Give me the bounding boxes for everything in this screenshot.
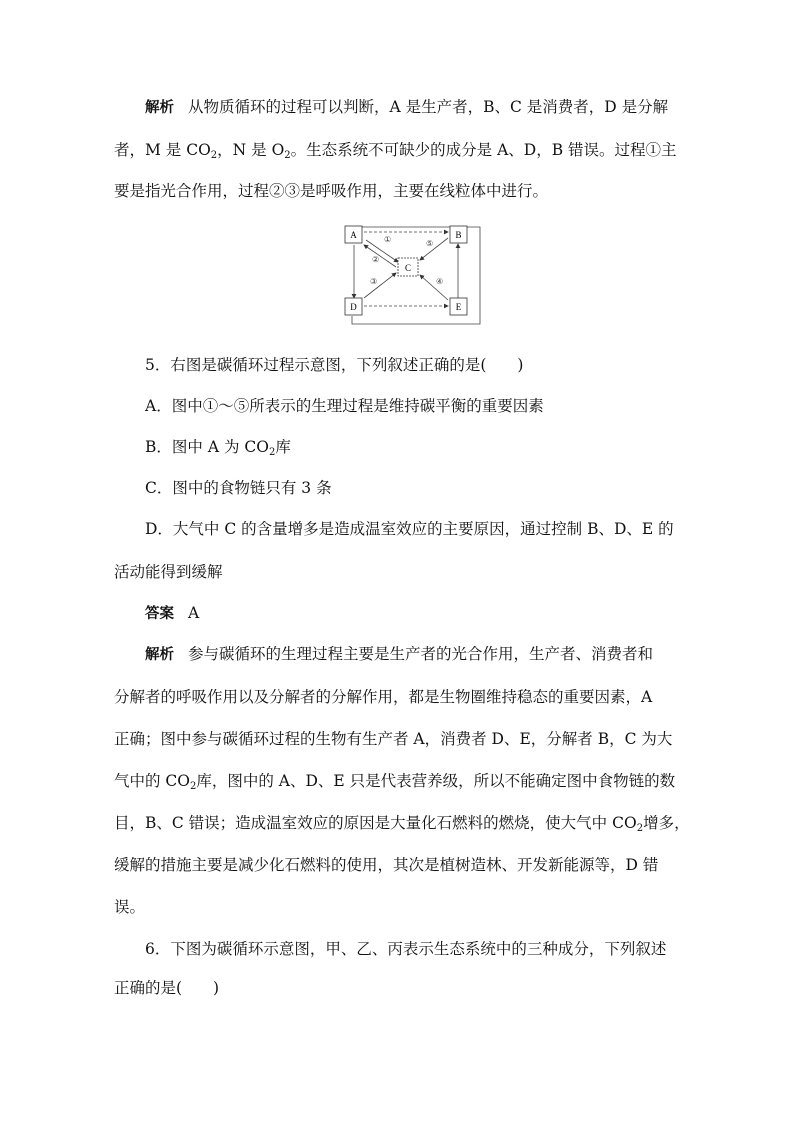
text: 库，图中的 A、D、E 只是代表营养级，所以不能确定图中食物链的数 [196,772,676,790]
analysis-2-text-1: 参与碳循环的生理过程主要是生产者的光合作用，生产者、消费者和 [188,645,654,663]
node-c-label: C [404,263,412,273]
analysis-label: 解析 [145,647,174,663]
q5-stem: 5．右图是碳循环过程示意图，下列叙述正确的是( ) [145,356,524,374]
analysis-2-line-6: 缓解的措施主要是减少化石燃料的使用，其次是植树造林、开发新能源等，D 错 [114,856,659,874]
text: 气中的 CO [114,772,190,790]
arrow-a-c [366,240,398,262]
node-a-label: A [350,230,357,240]
node-e-label: E [455,302,462,312]
node-e [450,298,467,315]
text: 者，M 是 CO [114,141,211,159]
answer-value: A [188,604,200,622]
subscript: 2 [210,150,218,161]
arrow-c-a [364,245,396,267]
subscript: 2 [268,447,276,458]
node-d [345,298,362,315]
arrow-d-c [364,273,396,298]
q6-stem-line-1: 6．下图为碳循环示意图，甲、乙、丙表示生态系统中的三种成分，下列叙述 [145,940,667,958]
answer-label: 答案 [145,606,174,622]
analysis-2-line-1 [145,644,653,665]
process-4-label: ④ [436,277,444,286]
analysis-1-line-2 [114,140,677,166]
text: 目，B、C 错误；造成温室效应的原因是大量化石燃料的燃烧，使大气中 CO [114,814,637,832]
analysis-1-line-1 [145,97,668,118]
arrow-e-c [420,275,448,300]
q5-answer [145,603,199,624]
node-b [450,226,467,243]
analysis-2-line-5 [114,813,690,839]
arrow-b-c [420,238,448,260]
analysis-2-line-2: 分解者的呼吸作用以及分解者的分解作用，都是生物圈维持稳态的重要因素，A [114,688,653,706]
analysis-1-line-3: 要是指光合作用，过程②③是呼吸作用，主要在线粒体中进行。 [114,182,549,200]
text: B．图中 A 为 CO [145,438,269,456]
subscript: 2 [284,150,291,161]
analysis-label: 解析 [145,100,174,116]
process-2-label: ② [372,255,380,264]
node-a [345,226,362,243]
text: 增多， [643,814,690,832]
analysis-2-line-3: 正确；图中参与碳循环过程的生物有生产者 A，消费者 D、E，分解者 B，C 为大 [114,730,673,748]
analysis-1-text-1: 从物质循环的过程可以判断，A 是生产者，B、C 是消费者，D 是分解 [188,98,669,116]
subscript: 2 [636,823,644,834]
process-3-label: ③ [370,277,378,286]
q5-option-a: A．图中①～⑤所表示的生理过程是维持碳平衡的重要因素 [145,397,544,415]
q6-stem-line-2: 正确的是( ) [114,979,220,997]
analysis-2-line-4 [114,771,675,797]
node-c [398,258,418,276]
process-1-label: ① [384,235,392,244]
subscript: 2 [190,781,197,792]
q5-option-b [145,437,291,463]
q5-option-d-line-2: 活动能得到缓解 [114,563,223,581]
q5-option-d-line-1: D．大气中 C 的含量增多是造成温室效应的主要原因，通过控制 B、D、E 的 [145,520,674,538]
node-d-label: D [350,302,357,312]
text: ，N 是 O [217,141,285,159]
node-b-label: B [455,230,462,240]
analysis-2-line-7: 误。 [114,898,146,916]
text: 。生态系统不可缺少的成分是 A、D，B 错误。过程①主 [290,141,677,159]
process-5-label: ⑤ [426,239,434,248]
text: 库 [275,438,291,456]
carbon-cycle-diagram [340,220,490,330]
q5-option-c: C．图中的食物链只有 3 条 [145,479,332,497]
